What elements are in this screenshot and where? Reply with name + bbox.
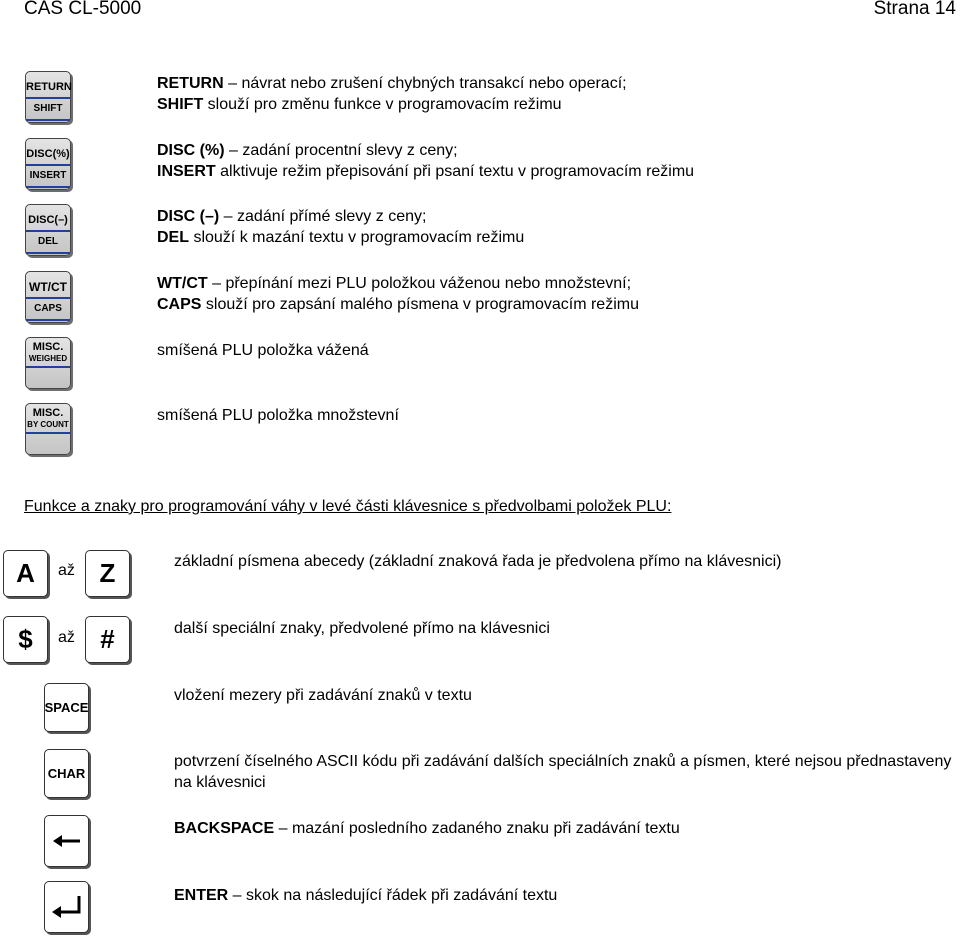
header-title: CAS CL-5000 [24, 0, 142, 19]
char-key: CHAR [44, 749, 89, 798]
key-secondary-label: WEIGHED [26, 353, 70, 368]
backspace-key [44, 815, 89, 867]
key-description: ENTER – skok na následující řádek při zadávání textu [174, 887, 558, 904]
range-separator: až [58, 562, 75, 579]
key-description: vložení mezery při zadávání znaků v textu [174, 687, 472, 704]
key-description: potvrzení číselného ASCII kódu při zadávání dalších speciálních znaků a písmen, které nejsou přednastaveny na klávesnici [174, 753, 952, 791]
key-primary-label: WT/CT [26, 277, 70, 299]
key-secondary-label: SHIFT [26, 99, 70, 121]
space-key: SPACE [44, 683, 89, 732]
key-description: smíšená PLU položka množstevní [157, 407, 399, 424]
key-description: BACKSPACE – mazání posledního zadaného znaku při zadávání textu [174, 820, 680, 837]
range-separator: až [58, 629, 75, 646]
key-description: RETURN – návrat nebo zrušení chybných transakcí nebo operací; SHIFT slouží pro změnu funkce v programovacím režimu [157, 75, 627, 113]
enter-arrow-icon [51, 894, 83, 920]
disc-percent-insert-key [25, 138, 71, 190]
key-description: DISC (–) – zadání přímé slevy z ceny; DEL slouží k mazání textu v programovacím režimu [157, 208, 525, 246]
key-description: základní písmena abecedy (základní znaková řada je předvolena přímo na klávesnici) [174, 553, 782, 570]
key-primary-label: MISC. [32, 407, 64, 419]
key-primary-label: RETURN [26, 77, 70, 99]
disc-minus-del-key [25, 204, 71, 256]
key-description: DISC (%) – zadání procentní slevy z ceny; INSERT alktivuje režim přepisování při psaní textu v programovacím režimu [157, 142, 695, 180]
letter-a-key: A [3, 550, 48, 597]
key-primary-label: DISC(–) [26, 210, 70, 232]
misc-weighed-key [25, 337, 71, 389]
key-primary-label: MISC. [32, 341, 64, 353]
hash-key: # [85, 616, 130, 663]
page-number: Strana 14 [873, 0, 956, 19]
key-description: další speciální znaky, předvolené přímo na klávesnici [174, 620, 550, 637]
dollar-key: $ [3, 616, 48, 663]
enter-key [44, 881, 89, 933]
key-secondary-label: DEL [26, 232, 70, 254]
letter-z-key: Z [85, 550, 130, 597]
key-description: WT/CT – přepínání mezi PLU položkou váženou nebo množstevní; CAPS slouží pro zapsání malého písmena v programovacím režimu [157, 275, 639, 313]
return-shift-key [25, 71, 71, 123]
key-description: smíšená PLU položka vážená [157, 342, 369, 359]
backspace-arrow-icon [52, 833, 82, 849]
key-primary-label: DISC(%) [26, 144, 70, 166]
misc-by-count-key [25, 403, 71, 455]
key-secondary-label: CAPS [26, 299, 70, 321]
section-title: Funkce a znaky pro programování váhy v levé části klávesnice s předvolbami položek PLU: [24, 498, 672, 515]
wt-ct-caps-key [25, 271, 71, 323]
key-secondary-label: BY COUNT [26, 419, 70, 434]
key-secondary-label: INSERT [26, 166, 70, 188]
